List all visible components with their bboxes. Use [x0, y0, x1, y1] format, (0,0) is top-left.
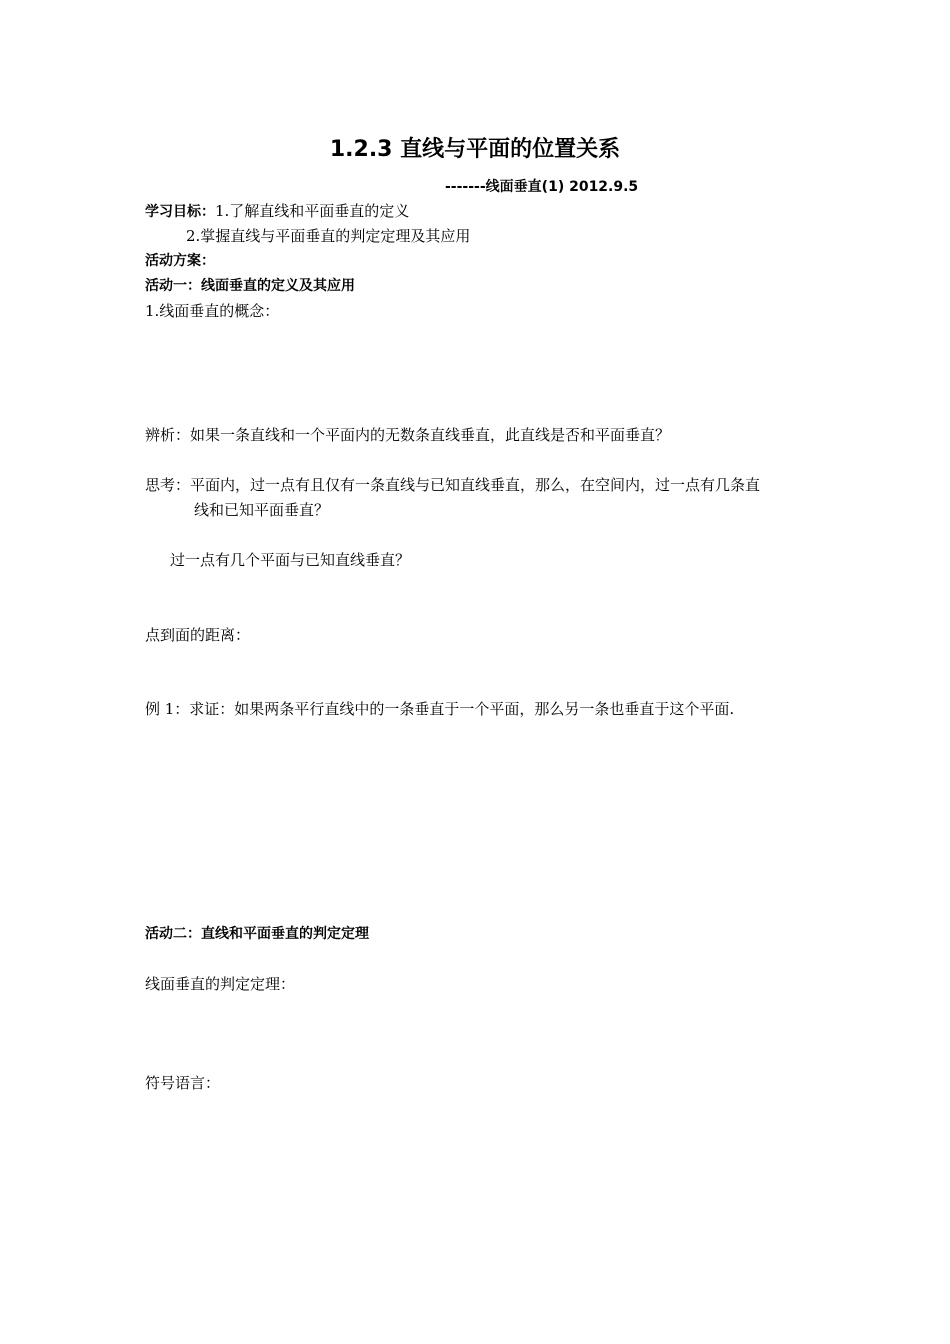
objectives-line — [145, 201, 409, 222]
think-text-line-3: 过一点有几个平面与已知直线垂直？ — [170, 551, 411, 569]
document-subtitle: -------线面垂直(1) 2012.9.5 — [445, 179, 639, 195]
objective-2: 2.掌握直线与平面垂直的判定定理及其应用 — [186, 227, 471, 245]
theorem-label: 线面垂直的判定定理： — [145, 975, 296, 993]
objective-1: 1.了解直线和平面垂直的定义 — [215, 202, 410, 220]
distance-label: 点到面的距离： — [145, 626, 251, 644]
symbol-language-label: 符号语言： — [145, 1074, 221, 1092]
objectives-label: 学习目标： — [145, 204, 215, 220]
concept-label: 1.线面垂直的概念： — [145, 302, 280, 320]
analysis-text: 辨析：如果一条直线和一个平面内的无数条直线垂直，此直线是否和平面垂直？ — [145, 426, 671, 444]
document-title: 1.2.3 直线与平面的位置关系 — [329, 137, 621, 162]
think-text-line-2: 线和已知平面垂直？ — [194, 501, 330, 519]
activity-1-heading: 活动一：线面垂直的定义及其应用 — [145, 278, 355, 294]
think-text-line-1: 思考：平面内，过一点有且仅有一条直线与已知直线垂直，那么，在空间内，过一点有几条直 — [145, 476, 761, 494]
example-1-text: 例 1：求证：如果两条平行直线中的一条垂直于一个平面，那么另一条也垂直于这个平面. — [145, 700, 735, 718]
plan-label: 活动方案： — [145, 253, 215, 269]
activity-2-heading: 活动二：直线和平面垂直的判定定理 — [145, 926, 369, 942]
